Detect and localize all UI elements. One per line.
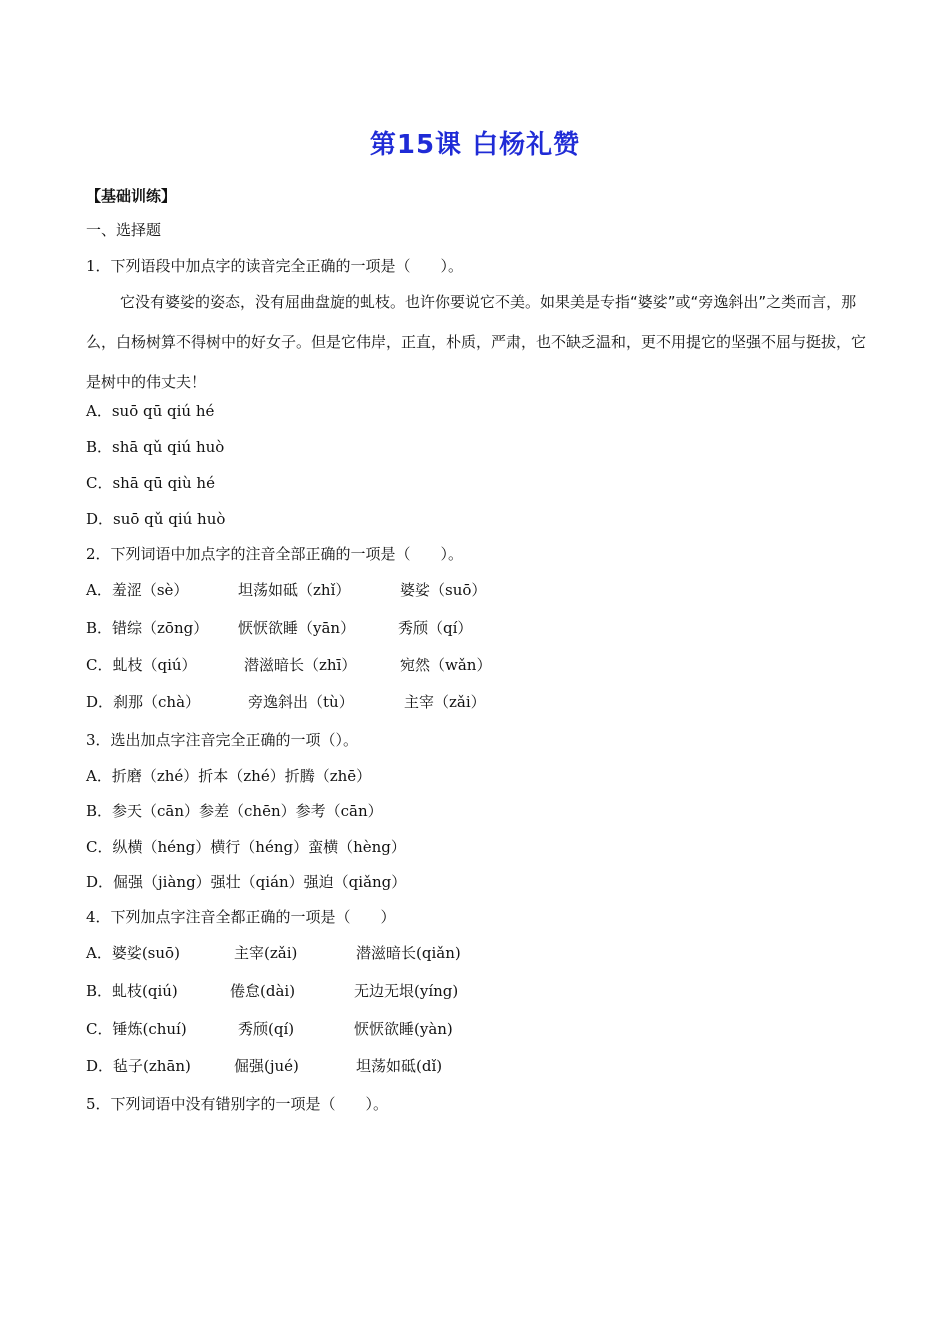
question-4-option-b-word-2: 倦怠(dài) xyxy=(230,982,296,1000)
question-3-option-c: C．纵横（héng）横行（héng）蛮横（hèng） xyxy=(86,838,406,856)
question-4-option-a-word-2: 主宰(zǎi) xyxy=(234,944,298,962)
question-2-option-a-word-1: A．羞涩（sè） xyxy=(86,581,189,599)
page-title: 第15课 白杨礼赞 xyxy=(369,130,581,160)
question-4-option-a-word-1: A．婆娑(suō) xyxy=(86,944,180,962)
question-4-option-b-word-1: B．虬枝(qiú) xyxy=(86,982,178,1000)
question-1-option-d: D．suō qǔ qiú huò xyxy=(86,510,226,528)
question-3-option-b: B．参天（cān）参差（chēn）参考（cān） xyxy=(86,802,383,820)
question-4-option-c-word-1: C．锤炼(chuí) xyxy=(86,1020,187,1038)
question-2-option-c-word-1: C．虬枝（qiú） xyxy=(86,656,197,674)
question-3-option-d: D．倔强（jiàng）强壮（qián）强迫（qiǎng） xyxy=(86,873,407,891)
question-2-option-a-word-3: 婆娑（suō） xyxy=(400,581,487,599)
question-4-option-d-word-2: 倔强(jué) xyxy=(234,1057,299,1075)
question-5-stem: 5．下列词语中没有错别字的一项是（ ）。 xyxy=(86,1095,389,1113)
question-2-option-c-word-2: 潜滋暗长（zhī） xyxy=(244,656,357,674)
section-heading: 【基础训练】 xyxy=(86,187,177,205)
question-2-option-d-word-3: 主宰（zǎi） xyxy=(404,693,486,711)
question-3-option-a: A．折磨（zhé）折本（zhé）折腾（zhē） xyxy=(86,767,372,785)
question-4-option-a-word-3: 潜滋暗长(qiǎn) xyxy=(356,944,461,962)
question-4-option-b-word-3: 无边无垠(yíng) xyxy=(354,982,459,1000)
question-2-option-d-word-2: 旁逸斜出（tù） xyxy=(248,693,354,711)
question-2-option-d-word-1: D．刹那（chà） xyxy=(86,693,201,711)
question-3-stem: 3．选出加点字注音完全正确的一项（）。 xyxy=(86,731,359,749)
part-heading: 一、选择题 xyxy=(86,221,162,239)
question-4-option-d-word-1: D．毡子(zhān) xyxy=(86,1057,191,1075)
question-4-option-c-word-2: 秀颀(qí) xyxy=(238,1020,295,1038)
question-4-stem: 4．下列加点字注音全都正确的一项是（ ） xyxy=(86,908,396,926)
question-2-option-b-word-3: 秀颀（qí） xyxy=(398,619,473,637)
question-1-option-b: B．shā qǔ qiú huò xyxy=(86,438,225,456)
question-1-option-c: C．shā qū qiù hé xyxy=(86,474,215,492)
question-2-stem: 2．下列词语中加点字的注音全部正确的一项是（ ）。 xyxy=(86,545,464,563)
question-2-option-b-word-1: B．错综（zōng） xyxy=(86,619,209,637)
question-4-option-d-word-3: 坦荡如砥(dǐ) xyxy=(356,1057,443,1075)
question-1-passage: 它没有婆娑的姿态，没有屈曲盘旋的虬枝。也许你要说它不美。如果美是专指“婆娑”或“旁逸斜出”之类而言，那么，白杨树算不得树中的好女子。但是它伟岸，正直，朴质，严肃，也不缺乏温和，更不用提它的坚强不屈与挺拔，它是树中的伟丈夫！ xyxy=(86,293,867,391)
question-1-option-a: A．suō qū qiú hé xyxy=(86,402,215,420)
question-4-option-c-word-3: 恹恹欲睡(yàn) xyxy=(354,1020,453,1038)
question-2-option-b-word-2: 恹恹欲睡（yān） xyxy=(238,619,356,637)
question-2-option-c-word-3: 宛然（wǎn） xyxy=(400,656,492,674)
question-2-option-a-word-2: 坦荡如砥（zhǐ） xyxy=(238,581,351,599)
question-1-stem: 1．下列语段中加点字的读音完全正确的一项是（ ）。 xyxy=(86,257,464,275)
